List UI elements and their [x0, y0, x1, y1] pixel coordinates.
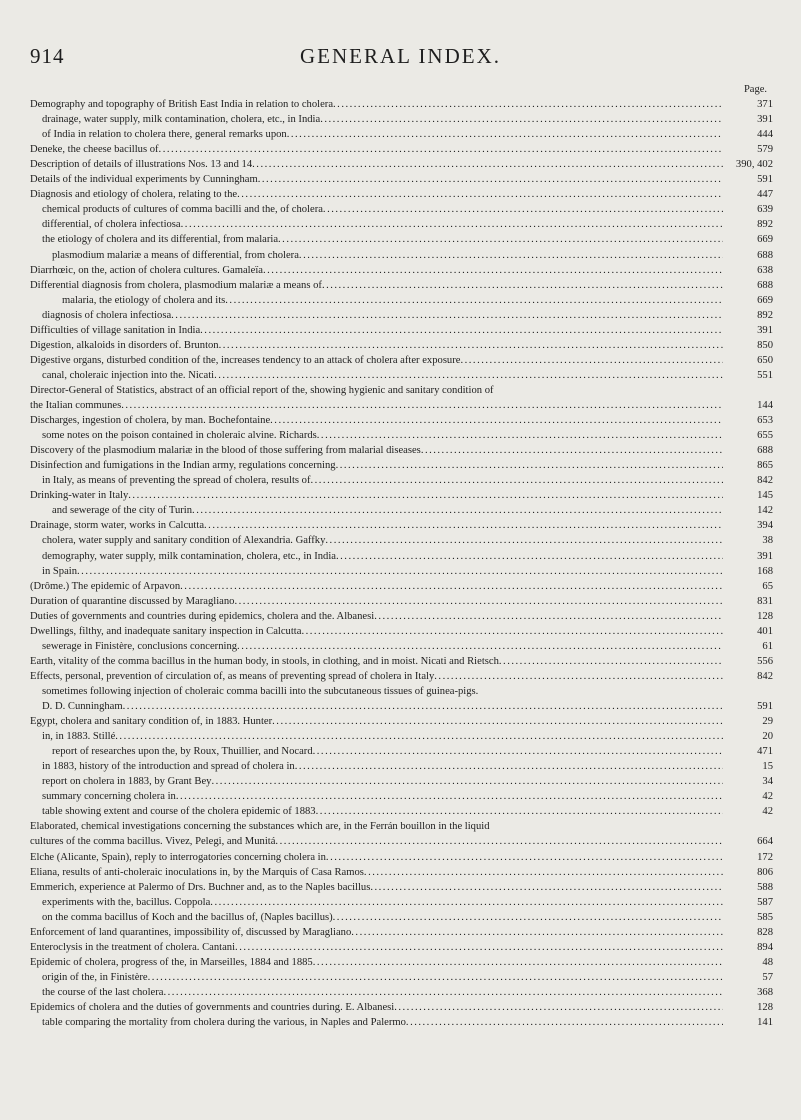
entry-text: on the comma bacillus of Koch and the bacillus of, (Naples bacillus) — [42, 911, 333, 923]
entry-page-number: 894 — [757, 941, 773, 953]
entry-text: table showing extent and course of the cholera epidemic of 1883 — [42, 806, 316, 818]
index-entry — [42, 202, 773, 217]
dot-leader — [336, 549, 723, 564]
entry-page-number: 806 — [757, 866, 773, 878]
dot-leader — [322, 278, 723, 293]
entry-text: Enforcement of land quarantines, impossibility of, discussed by Maragliano — [30, 926, 352, 938]
index-entry — [42, 729, 773, 744]
index-entry — [42, 549, 773, 564]
entry-page-number: 168 — [757, 565, 773, 577]
entry-page-number: 394 — [757, 520, 773, 532]
index-entry — [42, 473, 773, 488]
index-entry — [30, 278, 773, 293]
entry-page-number: 128 — [757, 1002, 773, 1013]
dot-leader — [333, 910, 723, 925]
entry-page-number: 144 — [757, 400, 773, 411]
entry-page-number: 688 — [757, 249, 773, 261]
dot-leader — [210, 895, 723, 910]
entry-text: the etiology of cholera and its differential, from malaria — [42, 234, 279, 246]
entry-text: Duration of quarantine discussed by Maragliano — [30, 595, 235, 607]
dot-leader — [200, 323, 723, 338]
index-entry — [42, 232, 773, 247]
index-entry — [42, 804, 773, 819]
entry-text: Drinking-water in Italy — [30, 490, 129, 502]
index-entry — [30, 880, 773, 895]
index-entry — [42, 308, 773, 323]
entry-text: Deneke, the cheese bacillus of — [30, 144, 159, 156]
entry-page-number: 653 — [757, 415, 773, 427]
entry-page-number: 669 — [757, 234, 773, 246]
entry-text: Director-General of Statistics, abstract of an official report of the, showing hygienic and sanitary condition of — [30, 384, 494, 396]
entry-page-number: 128 — [757, 610, 773, 622]
entry-text: Epidemic of cholera, progress of the, in Marseilles, 1884 and 1885 — [30, 956, 313, 968]
dot-leader — [394, 1000, 723, 1015]
index-entry — [52, 248, 773, 263]
entry-text: Diarrhœic, on the, action of cholera cultures. Gamaleïa — [30, 264, 263, 276]
index-entry — [30, 594, 773, 609]
dot-leader — [235, 940, 723, 955]
entry-text: plasmodium malariæ a means of differential, from cholera — [52, 249, 299, 261]
dot-leader — [258, 172, 723, 187]
dot-leader — [121, 398, 723, 413]
index-entry — [42, 774, 773, 789]
index-entry — [30, 940, 773, 955]
entry-text: in Spain — [42, 565, 78, 577]
entry-page-number: 587 — [757, 896, 773, 908]
dot-leader — [287, 127, 723, 142]
entry-text: chemical products of cultures of comma bacilli and the, of cholera — [42, 204, 323, 216]
entry-page-number: 29 — [762, 716, 773, 728]
entry-text: Diagnosis and etiology of cholera, relating to the — [30, 189, 238, 201]
entry-page-number: 391 — [757, 324, 773, 336]
entry-text: Discharges, ingestion of cholera, by man. Bochefontaine — [30, 415, 271, 427]
dot-leader — [128, 488, 723, 503]
entry-page-number: 579 — [757, 144, 773, 156]
entry-page-number: 850 — [757, 339, 773, 351]
index-entry — [52, 744, 773, 759]
index-entry — [52, 503, 773, 518]
entry-page-number: 57 — [762, 971, 773, 983]
entry-text: Enteroclysis in the treatment of cholera. Cantani — [30, 941, 236, 953]
dot-leader — [237, 187, 723, 202]
entry-page-number: 172 — [757, 851, 773, 863]
entry-text: in, in 1883. Stillé — [42, 731, 116, 743]
entry-page-number: 391 — [757, 114, 773, 126]
index-entry — [30, 819, 773, 834]
dot-leader — [313, 955, 723, 970]
index-entry — [30, 443, 773, 458]
dot-leader — [181, 217, 723, 232]
index-entry — [42, 699, 773, 714]
entry-text: Effects, personal, prevention of circulation of, as means of preventing spread of cholera in Italy — [30, 670, 435, 682]
entry-text: of India in relation to cholera there, general remarks upon — [42, 129, 287, 141]
entry-text: Emmerich, experience at Palermo of Drs. Buchner and, as to the Naples bacillus — [30, 881, 371, 893]
dot-leader — [364, 865, 723, 880]
entry-text: sewerage in Finistère, conclusions concerning — [42, 640, 238, 652]
entry-text: some notes on the poison contained in choleraic alvine. Richards — [42, 430, 317, 442]
index-entry — [42, 533, 773, 548]
dot-leader — [214, 368, 723, 383]
dot-leader — [237, 639, 723, 654]
page-column-label: Page. — [743, 84, 767, 95]
index-entry — [30, 323, 773, 338]
dot-leader — [278, 232, 723, 247]
entry-text: Drainage, storm water, works in Calcutta — [30, 520, 205, 532]
entry-page-number: 401 — [757, 625, 773, 637]
entry-page-number: 65 — [762, 580, 773, 592]
dot-leader — [171, 308, 723, 323]
dot-leader — [325, 533, 723, 548]
entry-text: Eliana, results of anti-choleraic inoculations in, by the Marquis of Casa Ramos — [30, 866, 364, 878]
entry-text: table comparing the mortality from cholera during the various, in Naples and Palermo — [42, 1017, 406, 1029]
entry-text: Earth, vitality of the comma bacillus in the human body, in stools, in clothing, and in moist. Nicati and Rietsch — [30, 655, 499, 667]
dot-leader — [176, 789, 723, 804]
entry-page-number: 831 — [757, 595, 773, 607]
entry-text: the Italian communes — [30, 400, 122, 411]
entry-text: Egypt, cholera and sanitary condition of, in 1883. Hunter — [30, 716, 273, 728]
dot-leader — [115, 729, 723, 744]
dot-leader — [252, 157, 723, 172]
index-entry — [30, 714, 773, 729]
entry-text: and sewerage of the city of Turin — [52, 505, 193, 517]
entry-text: differential, of cholera infectiosa — [42, 219, 181, 231]
dot-leader — [316, 804, 723, 819]
index-entry — [42, 428, 773, 443]
entry-text: Demography and topography of British East India in relation to cholera — [30, 99, 334, 110]
entry-page-number: 556 — [757, 655, 773, 667]
entry-text: Epidemics of cholera and the duties of governments and countries during. E. Albanesi — [30, 1002, 395, 1013]
index-entry — [62, 293, 773, 308]
entry-text: Differential diagnosis from cholera, plasmodium malariæ a means of — [30, 279, 322, 291]
entry-text: Discovery of the plasmodium malariæ in the blood of those suffering from malarial diseases — [30, 445, 421, 457]
entry-text: drainage, water supply, milk contamination, cholera, etc., in India — [42, 114, 321, 126]
dot-leader — [192, 503, 723, 518]
entry-page-number: 842 — [757, 670, 773, 682]
page-number: 914 — [30, 44, 65, 68]
entry-text: malaria, the etiology of cholera and its — [62, 294, 226, 306]
dot-leader — [301, 624, 723, 639]
entry-page-number: 585 — [757, 911, 773, 923]
entry-page-number: 669 — [757, 294, 773, 306]
dot-leader — [333, 97, 723, 112]
index-entry — [42, 1015, 773, 1030]
dot-leader — [499, 654, 723, 669]
index-entry — [30, 142, 773, 157]
index-entry — [42, 910, 773, 925]
index-entry — [30, 955, 773, 970]
entry-page-number: 650 — [757, 354, 773, 366]
entry-text: Duties of governments and countries during epidemics, cholera and the. Albanesi — [30, 610, 375, 622]
entry-text: Digestion, alkaloids in disorders of. Brunton — [30, 339, 219, 351]
entry-text: the course of the last cholera — [42, 986, 164, 998]
dot-leader — [299, 248, 723, 263]
dot-leader — [163, 985, 723, 1000]
dot-leader — [270, 413, 723, 428]
entry-page-number: 865 — [757, 460, 773, 472]
entry-text: demography, water supply, milk contamination, cholera, etc., in India — [42, 550, 336, 562]
index-entry — [30, 97, 773, 112]
entry-page-number: 141 — [757, 1017, 773, 1029]
index-entry — [30, 353, 773, 368]
entry-page-number: 688 — [757, 279, 773, 291]
entry-text: Digestive organs, disturbed condition of the, increases tendency to an attack of cholera after exposure — [30, 354, 461, 366]
entry-page-number: 842 — [757, 475, 773, 487]
entry-page-number: 655 — [757, 430, 773, 442]
dot-leader — [351, 925, 723, 940]
index-entry — [30, 413, 773, 428]
index-entry — [42, 564, 773, 579]
dot-leader — [374, 609, 723, 624]
index-entry — [30, 172, 773, 187]
index-entry — [42, 985, 773, 1000]
entry-page-number: 638 — [757, 264, 773, 276]
entry-page-number: 591 — [757, 701, 773, 712]
entry-text: Elaborated, chemical investigations concerning the substances which are, in the Ferrán bouillon in the liquid — [30, 821, 490, 833]
index-entry — [30, 669, 773, 684]
entry-text: summary concerning cholera in — [42, 791, 176, 803]
dot-leader — [336, 458, 723, 473]
index-entry — [42, 127, 773, 142]
entry-page-number: 48 — [762, 956, 773, 968]
entry-page-number: 20 — [762, 731, 773, 743]
dot-leader — [460, 353, 723, 368]
index-entry — [42, 759, 773, 774]
index-entry — [30, 187, 773, 202]
entry-text: experiments with the, bacillus. Coppola — [42, 896, 211, 908]
dot-leader — [434, 669, 723, 684]
index-entry — [30, 157, 773, 172]
index-entry — [42, 970, 773, 985]
dot-leader — [295, 759, 723, 774]
index-entry — [42, 895, 773, 910]
entry-text: in 1883, history of the introduction and spread of cholera in — [42, 761, 295, 773]
entry-page-number: 34 — [762, 776, 773, 788]
dot-leader — [310, 473, 723, 488]
entry-page-number: 371 — [757, 99, 773, 110]
entry-page-number: 591 — [757, 174, 773, 186]
dot-leader — [211, 774, 723, 789]
index-entry — [42, 639, 773, 654]
entry-page-number: 142 — [757, 505, 773, 517]
dot-leader — [180, 579, 723, 594]
entry-text: diagnosis of cholera infectiosa — [42, 309, 172, 321]
index-entry — [30, 654, 773, 669]
entry-text: Details of the individual experiments by Cunningham — [30, 174, 258, 186]
entry-page-number: 471 — [757, 746, 773, 758]
dot-leader — [159, 142, 723, 157]
index-entry — [30, 609, 773, 624]
dot-leader — [204, 518, 723, 533]
index-entry — [42, 112, 773, 127]
entry-text: canal, choleraic injection into the. Nicati — [42, 369, 215, 381]
page-header — [0, 44, 801, 70]
index-entry — [30, 458, 773, 473]
entry-text: origin of the, in Finistère — [42, 971, 148, 983]
index-entry — [30, 383, 773, 398]
entry-text: Elche (Alicante, Spain), reply to interrogatories concerning cholera in — [30, 851, 326, 863]
dot-leader — [219, 338, 723, 353]
entry-text: Difficulties of village sanitation in India — [30, 324, 201, 336]
entry-page-number: 42 — [762, 791, 773, 803]
index-entry — [42, 368, 773, 383]
dot-leader — [275, 834, 723, 849]
dot-leader — [406, 1015, 723, 1030]
entry-page-number: 61 — [762, 640, 773, 652]
entry-page-number: 38 — [762, 535, 773, 547]
index-entry — [30, 398, 773, 413]
dot-leader — [326, 850, 723, 865]
entry-page-number: 447 — [757, 189, 773, 201]
index-entry — [30, 834, 773, 849]
entry-text: (Drôme.) The epidemic of Arpavon — [30, 580, 181, 592]
dot-leader — [370, 880, 723, 895]
entry-text: Description of details of illustrations Nos. 13 and 14 — [30, 159, 253, 171]
entry-page-number: 145 — [757, 490, 773, 502]
entry-text: cholera, water supply and sanitary condition of Alexandria. Gaffky — [42, 535, 326, 547]
index-entry — [30, 338, 773, 353]
entry-page-number: 368 — [757, 986, 773, 998]
entry-page-number: 639 — [757, 204, 773, 216]
entry-page-number: 551 — [757, 369, 773, 381]
entry-page-number: 390, 402 — [735, 159, 773, 171]
entry-page-number: 688 — [757, 445, 773, 457]
entry-text: cultures of the comma bacillus. Vivez, Pelegi, and Munitá — [30, 836, 276, 848]
dot-leader — [272, 714, 723, 729]
entry-page-number: 391 — [757, 550, 773, 562]
entry-text: Dwellings, filthy, and inadequate sanitary inspection in Calcutta — [30, 625, 302, 637]
index-entry — [30, 579, 773, 594]
running-title: GENERAL INDEX. — [299, 44, 502, 68]
index-entry — [30, 263, 773, 278]
index-entry — [30, 488, 773, 503]
dot-leader — [148, 970, 723, 985]
dot-leader — [313, 744, 723, 759]
entry-text: sometimes following injection of choleraic comma bacilli into the subcutaneous tissues of guinea-pigs. — [42, 685, 479, 697]
dot-leader — [323, 202, 723, 217]
dot-leader — [77, 564, 723, 579]
dot-leader — [263, 263, 723, 278]
dot-leader — [225, 293, 723, 308]
dot-leader — [421, 443, 723, 458]
index-entry — [30, 850, 773, 865]
index-entry — [42, 684, 773, 699]
dot-leader — [123, 699, 723, 714]
entry-page-number: 444 — [757, 129, 773, 141]
dot-leader — [320, 112, 723, 127]
dot-leader — [317, 428, 723, 443]
entry-page-number: 892 — [757, 219, 773, 231]
entry-page-number: 828 — [757, 926, 773, 938]
entry-page-number: 664 — [757, 836, 773, 848]
entry-page-number: 42 — [762, 806, 773, 818]
index-entry — [30, 518, 773, 533]
entry-page-number: 588 — [757, 881, 773, 893]
entry-text: Disinfection and fumigations in the Indian army, regulations concerning — [30, 460, 336, 472]
index-entry — [30, 1000, 773, 1015]
index-entry — [42, 217, 773, 232]
entry-text: D. D. Cunningham — [42, 701, 123, 712]
entry-text: report on cholera in 1883, by Grant Bey — [42, 776, 212, 788]
entry-text: in Italy, as means of preventing the spread of cholera, results of — [42, 475, 311, 487]
index-entry — [30, 865, 773, 880]
dot-leader — [234, 594, 723, 609]
entry-text: report of researches upon the, by Roux, Thuillier, and Nocard — [52, 746, 313, 758]
index-entry — [30, 925, 773, 940]
index-entry — [30, 624, 773, 639]
index-entry — [42, 789, 773, 804]
entry-page-number: 892 — [757, 309, 773, 321]
entry-page-number: 15 — [762, 761, 773, 773]
